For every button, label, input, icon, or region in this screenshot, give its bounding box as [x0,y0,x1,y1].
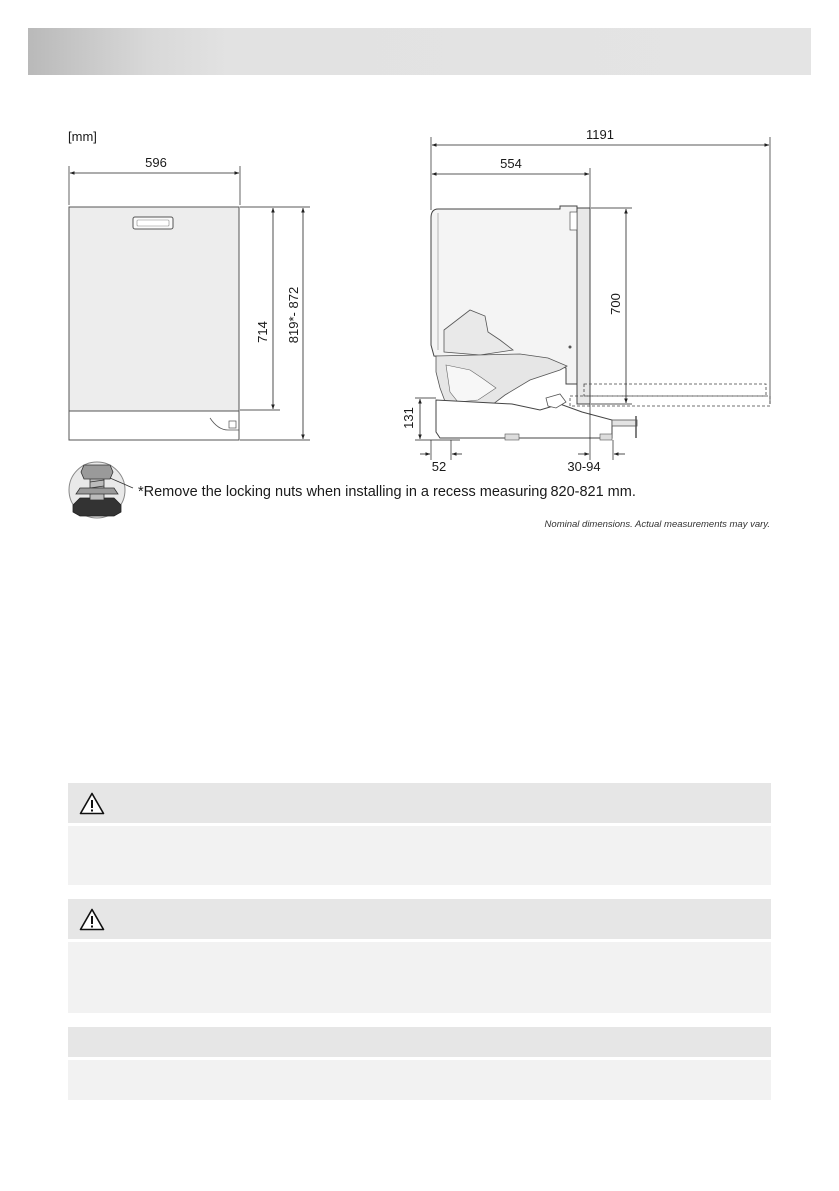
front-body-height-label: 714 [255,321,270,343]
total-depth-label: 1191 [586,127,614,142]
dimensions-disclaimer: Nominal dimensions. Actual measurements may vary. [544,519,770,530]
warning-icon [79,792,105,815]
side-view-appliance [431,206,770,440]
locking-nut-note-measurement: 820-821 mm. [550,484,636,500]
front-total-height-label: 819*- 872 [286,286,301,344]
unit-label: [mm] [68,129,97,144]
front-height-dimensions [240,207,310,440]
warning-panel-1-body [68,823,771,885]
door-offset-label: 30-94 [567,459,601,474]
warning-panel-1 [68,783,771,885]
front-width-dimension [69,155,240,205]
front-view-appliance [69,207,239,440]
info-panel-3-body [68,1057,771,1100]
warning-panel-2-body [68,939,771,1013]
foot-offset-label: 52 [431,459,447,474]
info-panel-3 [68,1027,771,1100]
locking-nut-note-text: *Remove the locking nuts when installing in a recess measuring [138,484,548,500]
warning-panel-2 [68,899,771,1013]
plinth-height-label: 131 [401,407,416,429]
body-depth-label: 554 [500,156,522,171]
warning-panel-1-header [68,783,771,823]
locking-nut-illustration [69,462,133,518]
warning-panel-2-header [68,899,771,939]
warning-icon [79,908,105,931]
info-panel-3-header [68,1027,771,1057]
front-width-label: 596 [145,155,167,170]
door-height-label: 700 [608,293,623,315]
locking-nut-note [138,484,636,500]
